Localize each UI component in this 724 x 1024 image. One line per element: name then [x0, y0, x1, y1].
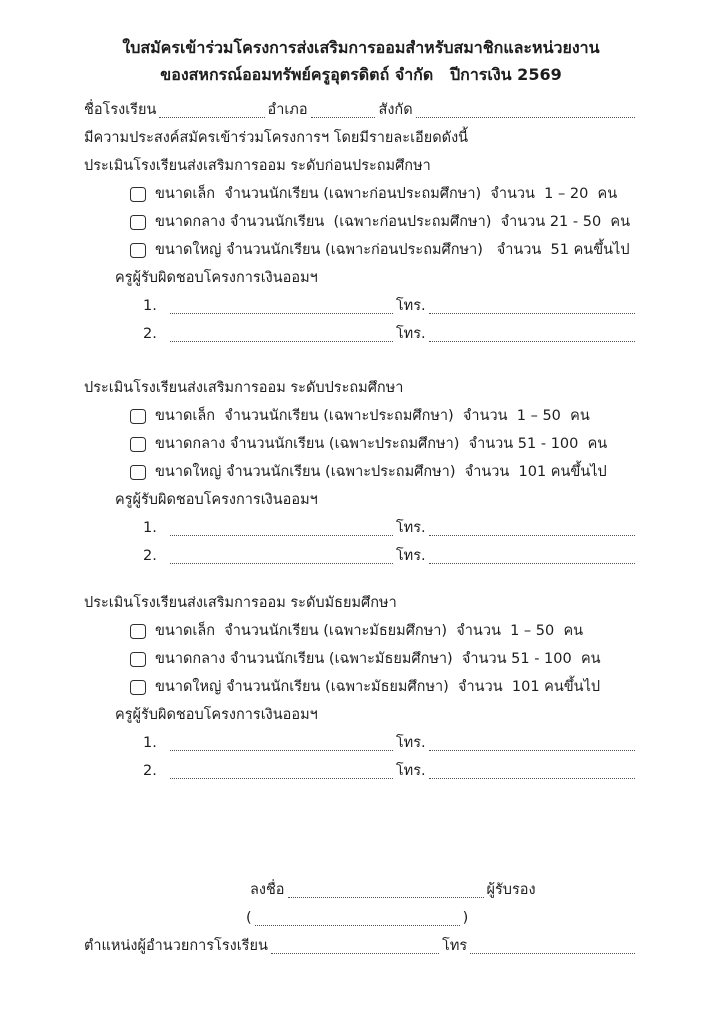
form-title-line2: ของสหกรณ์ออมทรัพย์ครูอุตรดิตถ์ จำกัด ปีการเงิน 2569 — [160, 65, 562, 84]
option-row-small — [130, 180, 638, 208]
option-label: ขนาดเล็ก จำนวนนักเรียน (เฉพาะประถมศึกษา) จำนวน 1 – 50 คน — [155, 408, 590, 424]
option-label: ขนาดกลาง จำนวนนักเรียน (เฉพาะประถมศึกษา) จำนวน 51 - 100 คน — [155, 436, 608, 452]
option-label: ขนาดกลาง จำนวนนักเรียน (เฉพาะก่อนประถมศึกษา) จำนวน 21 - 50 คน — [155, 214, 630, 230]
school-info-row — [84, 96, 638, 124]
checkbox-medium-school[interactable] — [130, 652, 146, 667]
section-heading-row — [84, 374, 638, 402]
section-heading-row — [84, 589, 638, 617]
phone-label: โทร. — [395, 735, 426, 751]
option-row-large — [130, 458, 638, 486]
teacher-heading: ครูผู้รับผิดชอบโครงการเงินออมฯ — [115, 270, 318, 286]
row-number: 1. — [143, 520, 157, 536]
teacher-name-field — [170, 750, 393, 751]
school-name-label: ชื่อโรงเรียน — [84, 102, 157, 118]
option-label: ขนาดใหญ่ จำนวนนักเรียน (เฉพาะมัธยมศึกษา) จำนวน 101 คนขึ้นไป — [155, 679, 601, 695]
checkbox-small-school[interactable] — [130, 409, 146, 424]
checkbox-small-school[interactable] — [130, 624, 146, 639]
teacher-phone-field — [429, 535, 635, 536]
checkbox-large-school[interactable] — [130, 680, 146, 695]
teacher-name-field — [170, 535, 393, 536]
form-title — [84, 34, 638, 88]
teacher-phone-field — [429, 313, 635, 314]
signature-field — [288, 897, 484, 898]
signature-row — [250, 876, 638, 904]
teacher-phone-field — [429, 341, 635, 342]
district-label: อำเภอ — [267, 102, 308, 118]
intro-text: มีความประสงค์สมัครเข้าร่วมโครงการฯ โดยมีรายละเอียดดังนี้ — [84, 130, 469, 146]
teacher-heading-row — [115, 264, 638, 292]
teacher-row-2 — [143, 542, 638, 570]
checkbox-medium-school[interactable] — [130, 215, 146, 230]
row-number: 2. — [143, 326, 157, 342]
row-number: 2. — [143, 548, 157, 564]
paren-open: ( — [246, 910, 252, 926]
teacher-row-1 — [143, 514, 638, 542]
teacher-phone-field — [429, 750, 635, 751]
section-heading-row — [84, 152, 638, 180]
teacher-name-field — [170, 778, 393, 779]
affiliation-label: สังกัด — [378, 102, 413, 118]
section-secondary — [84, 589, 638, 785]
school-name-field — [159, 117, 264, 118]
phone-label: โทร — [442, 938, 468, 954]
teacher-heading: ครูผู้รับผิดชอบโครงการเงินออมฯ — [115, 492, 318, 508]
intro-row — [84, 124, 638, 152]
signature-block — [84, 876, 638, 960]
option-row-medium — [130, 645, 638, 673]
checkbox-small-school[interactable] — [130, 187, 146, 202]
teacher-row-2 — [143, 320, 638, 348]
teacher-name-field — [170, 563, 393, 564]
teacher-heading-row — [115, 701, 638, 729]
form-title-line1: ใบสมัครเข้าร่วมโครงการส่งเสริมการออมสำหรับสมาชิกและหน่วยงาน — [122, 38, 600, 57]
option-label: ขนาดใหญ่ จำนวนนักเรียน (เฉพาะประถมศึกษา) จำนวน 101 คนขึ้นไป — [155, 464, 607, 480]
option-row-medium — [130, 430, 638, 458]
option-row-small — [130, 617, 638, 645]
position-label: ตำแหน่งผู้อำนวยการโรงเรียน — [84, 938, 268, 954]
option-row-small — [130, 402, 638, 430]
option-label: ขนาดเล็ก จำนวนนักเรียน (เฉพาะมัธยมศึกษา) จำนวน 1 – 50 คน — [155, 623, 584, 639]
district-field — [311, 117, 376, 118]
teacher-row-2 — [143, 757, 638, 785]
teacher-heading: ครูผู้รับผิดชอบโครงการเงินออมฯ — [115, 707, 318, 723]
option-row-large — [130, 236, 638, 264]
teacher-name-field — [170, 313, 393, 314]
checkbox-medium-school[interactable] — [130, 437, 146, 452]
phone-label: โทร. — [395, 520, 426, 536]
checkbox-large-school[interactable] — [130, 465, 146, 480]
checkbox-large-school[interactable] — [130, 243, 146, 258]
sign-label: ลงชื่อ — [250, 882, 285, 898]
row-number: 1. — [143, 735, 157, 751]
option-row-medium — [130, 208, 638, 236]
teacher-name-field — [170, 341, 393, 342]
phone-label: โทร. — [395, 298, 426, 314]
teacher-row-1 — [143, 729, 638, 757]
teacher-phone-field — [429, 563, 635, 564]
phone-label: โทร. — [395, 763, 426, 779]
teacher-row-1 — [143, 292, 638, 320]
position-row — [84, 932, 638, 960]
option-label: ขนาดกลาง จำนวนนักเรียน (เฉพาะมัธยมศึกษา) จำนวน 51 - 100 คน — [155, 651, 601, 667]
section-heading: ประเมินโรงเรียนส่งเสริมการออม ระดับก่อนประถมศึกษา — [84, 158, 431, 174]
affiliation-field — [416, 117, 635, 118]
section-preprimary — [84, 152, 638, 348]
row-number: 2. — [143, 763, 157, 779]
option-row-large — [130, 673, 638, 701]
option-label: ขนาดเล็ก จำนวนนักเรียน (เฉพาะก่อนประถมศึกษา) จำนวน 1 – 20 คน — [155, 186, 618, 202]
paren-close: ) — [462, 910, 469, 926]
phone-label: โทร. — [395, 548, 426, 564]
row-number: 1. — [143, 298, 157, 314]
teacher-phone-field — [429, 778, 635, 779]
signature-name-row — [246, 904, 638, 932]
phone-field — [470, 953, 635, 954]
option-label: ขนาดใหญ่ จำนวนนักเรียน (เฉพาะก่อนประถมศึกษา) จำนวน 51 คนขึ้นไป — [155, 242, 630, 258]
certifier-label: ผู้รับรอง — [486, 882, 536, 898]
teacher-heading-row — [115, 486, 638, 514]
signature-name-field — [255, 925, 460, 926]
position-field — [271, 953, 439, 954]
section-primary — [84, 374, 638, 570]
section-heading: ประเมินโรงเรียนส่งเสริมการออม ระดับประถมศึกษา — [84, 380, 404, 396]
phone-label: โทร. — [395, 326, 426, 342]
section-heading: ประเมินโรงเรียนส่งเสริมการออม ระดับมัธยมศึกษา — [84, 595, 397, 611]
